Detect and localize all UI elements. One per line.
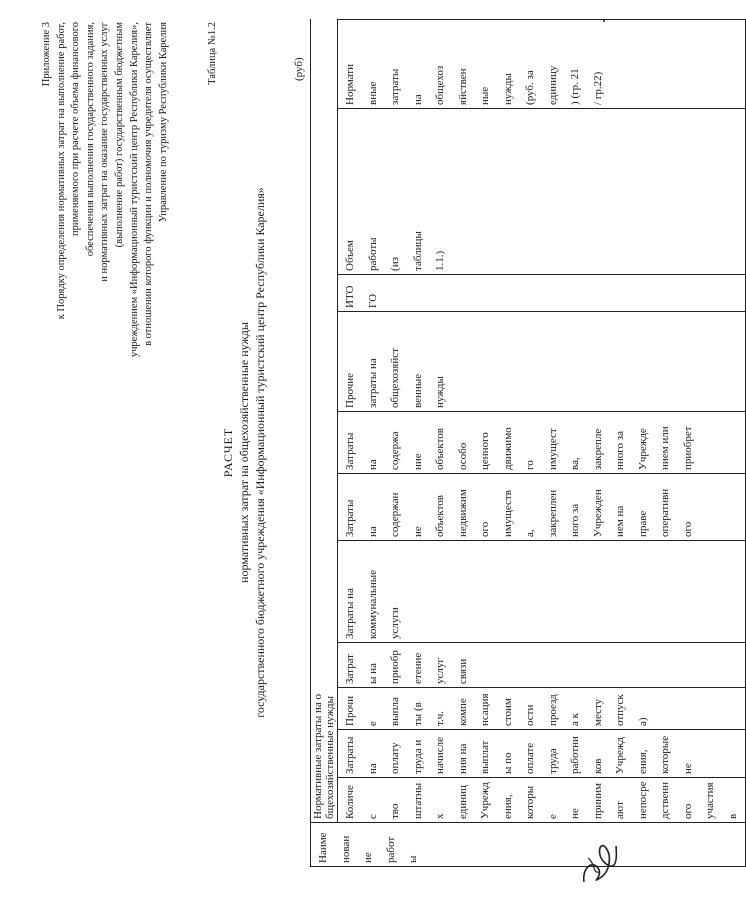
col-other-payments: Прочи е выпла ты (в т.ч. компе нсация стоим ости проезд а к месту отпуск а) — [338, 687, 746, 729]
appendix-line: в отношении которого функции и полномочия учредителя осуществляет — [143, 22, 155, 346]
appendix-line: обеспечения выполнения государственного задания, — [84, 22, 96, 257]
document-title — [220, 0, 268, 905]
appendix-line: учреждением «Информационный туристский центр Республики Карелия», — [128, 22, 140, 358]
col-movable: Затраты на содержа ние объектов особо ценного движимо го имущест ва, закрепле нного за Учрежде нием или приобрет — [338, 411, 746, 473]
signature-icon — [578, 838, 622, 888]
appendix-line: Управление по туризму Республики Карелия — [157, 22, 169, 223]
scan-dot — [603, 20, 605, 22]
title-sub2: государственного бюджетного учреждения «Информационный туристский центр Республики Карелия» — [253, 187, 267, 718]
appendix-block — [40, 22, 171, 357]
title-sub1: нормативных затрат на общехозяйственные нужды — [237, 322, 251, 583]
col-realty: Затраты на содержан ие объектов недвижим ого имуществ а, закреплен ного за Учрежден ием на праве оперативн ого — [338, 473, 746, 540]
appendix-line: Приложение 3 — [41, 22, 52, 87]
unit-label: (руб) — [293, 57, 305, 81]
col-volume: Объем работы (из таблицы 1.1.) — [338, 108, 746, 274]
col-count: Количес тво штатны х единиц Учрежд ения, которые не приним ают непосре дственн ого участия в — [338, 778, 746, 823]
col-norm: Нормати вные затраты на общехоз яйствен ные нужды (руб. за единицу ) (гр. 21 / гр.22) — [338, 19, 746, 108]
title-main: РАСЧЕТ — [221, 427, 235, 478]
col-total: ИТО ГО — [338, 274, 746, 311]
col-communication: Затрат ы на приобр етение услуг связи — [338, 642, 746, 687]
col-misc: Прочие затраты на общехозяйст венные нужды — [338, 311, 746, 411]
appendix-line: применяемого при расчете объема финансового — [70, 22, 82, 236]
col-utilities: Затраты на коммунальные услуги — [338, 540, 746, 642]
appendix-line: и нормативных затрат на оказание государственных услуг — [99, 22, 111, 282]
col-name: Наиме нован ие работ ы — [311, 823, 746, 867]
appendix-line: (выполнение работ) государственным бюджетным — [113, 22, 125, 248]
col-labor: Затраты на оплату труда и начисле ния на выплат ы по оплате труда работни ков Учрежд ения, которые не — [338, 730, 746, 778]
group-header: Нормативные затраты на общехозяйственные нужды — [311, 687, 338, 822]
table-number: Таблица №1.2 — [207, 22, 218, 85]
expenses-table — [310, 19, 746, 867]
appendix-line: к Порядку определения нормативных затрат на выполнение работ, — [55, 22, 67, 320]
